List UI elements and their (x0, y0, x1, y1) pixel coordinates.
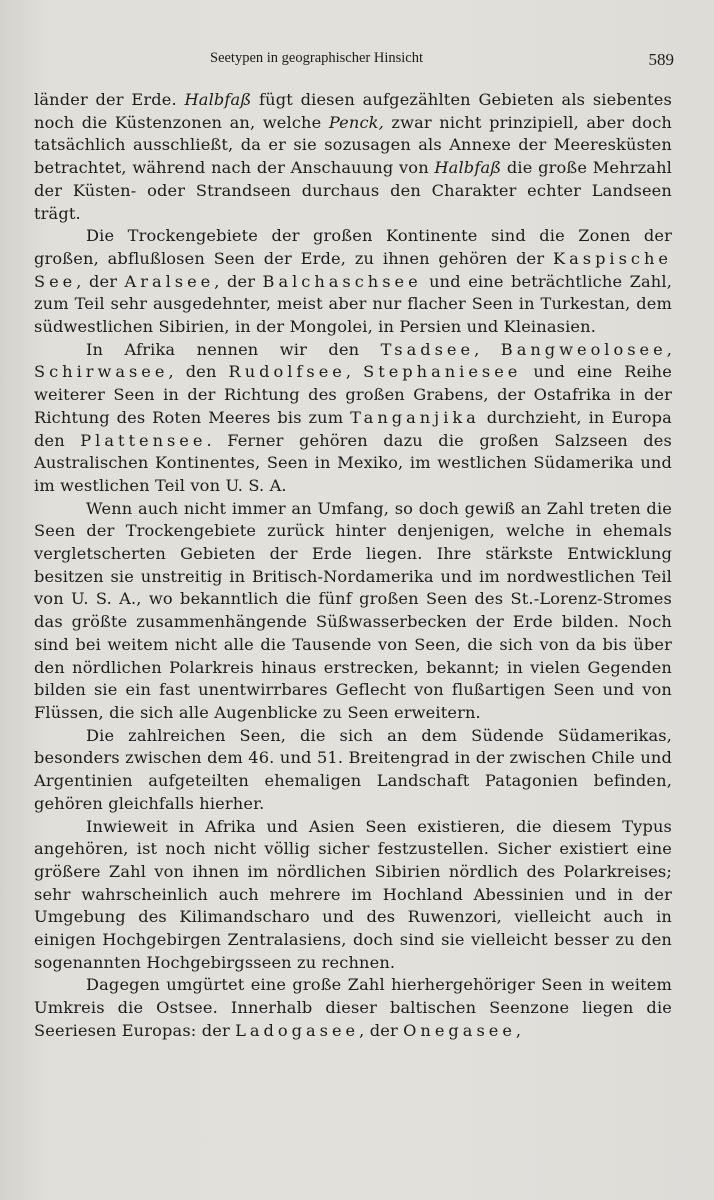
paragraph (34, 725, 672, 816)
spaced-lake-name: Schirwasee (34, 362, 169, 382)
spaced-lake-name: Balchaschsee (262, 271, 422, 291)
spaced-lake-name: Bangweolosee (500, 339, 667, 359)
paragraph (34, 89, 672, 225)
spaced-lake-name: Onegasee (403, 1020, 516, 1040)
text-run: . Ferner gehören dazu die großen Salzseen des Australischen Kontinentes, Seen in Mexiko, im westlichen Südamerika und im westlichen Teil von U. S. A. (34, 430, 672, 495)
spaced-lake-name: Tanganjika (350, 407, 480, 427)
text-run: , (474, 339, 501, 359)
text-run: Inwieweit in Afrika und Asien Seen existieren, die diesem Typus angehören, ist noch nicht völlig sicher festzustellen. Sicher existiert eine größere Zahl von ihnen im nördlichen Sibirien nördlich des Polarkreises; sehr wahrscheinlich auch mehrere im Hochland Abessinien und in der Umgebung des Kilimandscharo und des Ruwenzori, vielleicht auch in einigen Hochgebirgen Zentralasiens, doch sind sie vielleicht besser zu den sogenannten Hochgebirgsseen zu rechnen. (34, 816, 672, 972)
text-run: , der (359, 1020, 404, 1040)
page-number: 589 (648, 50, 674, 69)
spaced-lake-name: Plattensee (80, 430, 207, 450)
text-run: In Afrika nennen wir den (86, 339, 381, 359)
italic-name: Halbfaß (434, 158, 502, 178)
text-run: Die Trockengebiete der großen Kontinente sind die Zonen der großen, abflußlosen Seen der Erde, zu ihnen gehören der (34, 226, 672, 268)
paragraph (34, 498, 672, 725)
italic-name: Halbfaß (184, 90, 252, 109)
page-header (34, 48, 678, 74)
text-run: die große Mehrzahl der Küsten- oder Strandseen durchaus den Charakter echter Landseen trägt. (34, 158, 672, 223)
text-run: Dagegen umgürtet eine große Zahl hierhergehöriger Seen in weitem Umkreis die Ostsee. Innerhalb dieser baltischen Seenzone liegen die Seeriesen Europas: der (34, 975, 672, 1040)
spaced-lake-name: Tsadsee (380, 339, 475, 359)
paragraph (34, 225, 672, 339)
spaced-lake-name: Ladogasee (235, 1020, 360, 1040)
running-title: Seetypen in geographischer Hinsicht (210, 50, 424, 66)
text-run: Wenn auch nicht immer an Umfang, so doch gewiß an Zahl treten die Seen der Trockengebiete zurück hinter denjenigen, welche in ehemals vergletscherten Gebieten der Erde liegen. Ihre stärkste Entwicklung besitzen sie unstreitig in Britisch-Nordamerika und im nordwestlichen Teil von U. S. A., wo bekanntlich die fünf großen Seen des St.-Lorenz-Stromes das größte zusammenhängende Süßwasserbecken der Erde bilden. Noch sind bei weitem nicht alle die Tausende von Seen, die sich von da bis über den nördlichen Polarkreis hinaus erstrecken, bekannt; in vielen Gegenden bilden sie ein fast unentwirrbares Geflecht von flußartigen Seen und von Flüssen, die sich alle Augenblicke zu Seen erweitern. (34, 498, 672, 722)
text-run: , den (168, 362, 229, 382)
body-text (34, 89, 672, 1043)
paragraph (34, 339, 672, 498)
spaced-lake-name: Rudolfsee (228, 362, 346, 382)
spaced-lake-name: Stephaniesee (363, 362, 522, 382)
paragraph (34, 974, 672, 1042)
text-run: länder der Erde. (34, 90, 185, 109)
text-run: , der (214, 271, 263, 291)
paragraph (34, 816, 672, 975)
text-run: , (666, 339, 672, 359)
text-run: durchzieht, in Europa den (34, 407, 672, 450)
text-run: zwar nicht prinzipiell, aber doch tatsächlich ausschließt, da er sie sozusagen als Annexe der Meeresküsten betrachtet, während nach der Anschauung von (34, 112, 672, 178)
text-run: fügt diesen aufgezählten Gebieten als siebentes noch die Küstenzonen an, welche (34, 90, 672, 132)
text-run: , (345, 362, 364, 382)
spaced-lake-name: Kaspische See (34, 248, 672, 291)
text-run: und eine beträchtliche Zahl, zum Teil sehr ausgedehnter, meist aber nur flacher Seen in Turkestan, dem südwestlichen Sibirien, in der Mongolei, in Persien und Kleinasien. (34, 271, 672, 337)
text-run: , (515, 1020, 522, 1040)
text-run: Die zahlreichen Seen, die sich an dem Südende Südamerikas, besonders zwischen dem 46. und 51. Breitengrad in der zwischen Chile und Argentinien aufgeteilten ehemaligen Landschaft Patagonien befinden, gehören gleichfalls hierher. (34, 725, 672, 813)
italic-name: Penck, (328, 112, 384, 132)
spaced-lake-name: Aralsee (124, 271, 215, 291)
text-run: und eine Reihe weiterer Seen in der Richtung des großen Grabens, der Ostafrika in der Richtung des Roten Meeres bis zum (34, 362, 672, 427)
text-run: , der (76, 271, 125, 291)
